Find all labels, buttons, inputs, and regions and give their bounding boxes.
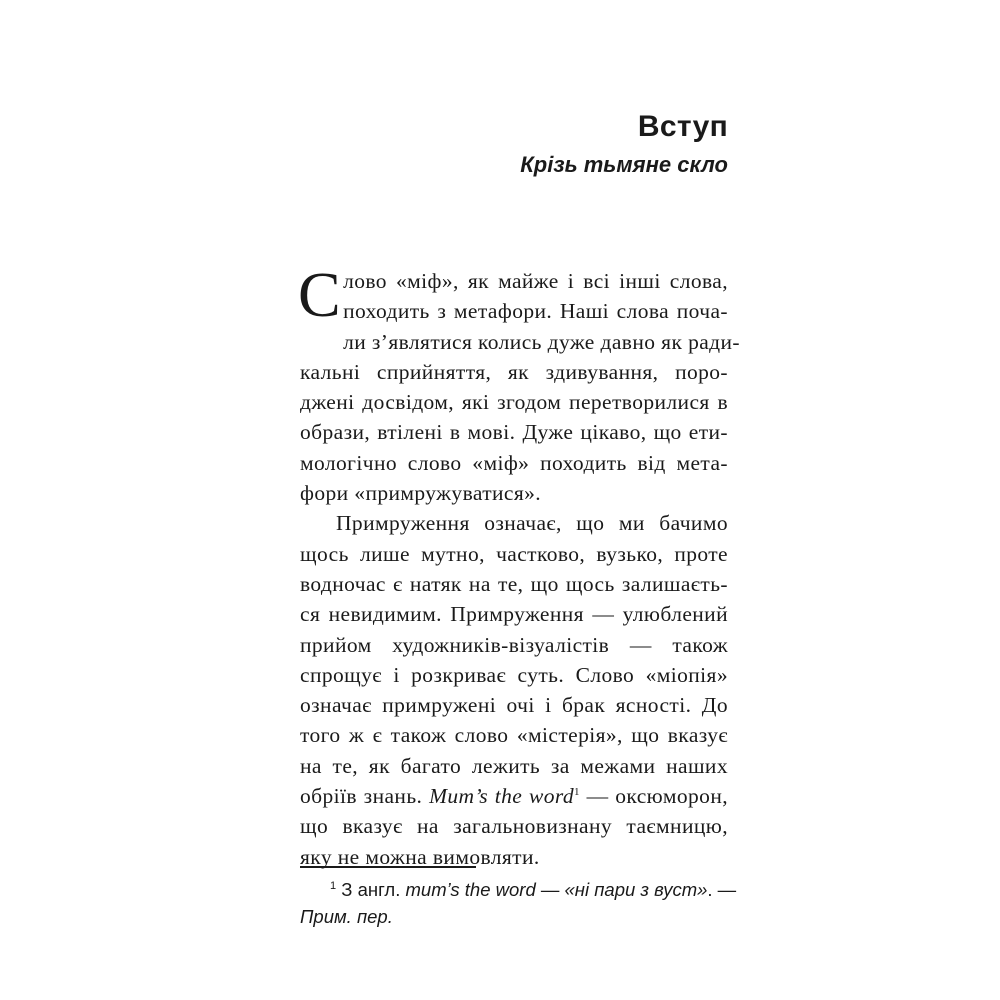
text-fragment: — оксюморон, [579,784,729,809]
footnote-divider [300,866,476,868]
text-line: походить з метафори. Наші слова поча- [343,299,728,324]
text-line: яку не можна вимовляти. [300,844,540,869]
footnote-line: Прим. пер. [300,906,393,927]
chapter-title: Вступ [637,110,728,143]
footnote-line [300,876,737,903]
footnote-reference: 1 [573,785,580,798]
drop-cap: С [298,259,342,330]
text-line: того ж є також слово «містерія», що вказує [300,723,728,748]
text-line: спрощує і розкриває суть. Слово «міопія» [300,662,728,687]
footnote [300,876,737,930]
text-fragment: . — [707,879,737,900]
paragraph-1 [298,259,740,508]
text-fragment: — [535,879,565,900]
body-text [298,259,740,872]
text-line: Примруження означає, що ми бачимо [336,511,728,536]
paragraph-2 [300,508,728,872]
text-line: мологічно слово «міф» походить від мета- [300,450,728,475]
text-line [300,781,728,811]
text-line: ся невидимим. Примруження — улюблений [300,602,728,627]
text-line: ли з’являтися колись дуже давно як ради- [343,329,740,354]
italic-phrase: Mum’s the word [429,784,574,809]
text-line: що вказує на загальновизнану таємницю, [300,814,728,839]
text-line: прийом художників-візуалістів — також [300,632,728,657]
footnote-marker: 1 [330,879,337,892]
text-line: образи, втілені в мові. Дуже цікаво, що ети- [300,420,728,445]
text-line: кальні сприйняття, як здивування, поро- [300,359,728,384]
italic-phrase: mum’s the word [405,879,536,900]
italic-phrase: «ні пари з вуст» [564,879,708,900]
text-line: щось лише мутно, частково, вузько, проте [300,541,728,566]
chapter-subtitle: Крізь тьмяне скло [520,152,728,177]
text-line: на те, як багато лежить за межами наших [300,753,728,778]
text-fragment: обріїв знань. [300,784,430,809]
text-line: означає примружені очі і брак ясності. До [300,693,728,718]
text-line: лово «міф», як майже і всі інші слова, [343,269,728,293]
text-line: водночас є натяк на те, що щось залишаєть- [300,571,728,596]
text-line: джені досвідом, які згодом перетворилися в [300,390,728,415]
text-line: фори «примружуватися». [300,481,542,506]
text-fragment: З англ. [336,879,406,900]
